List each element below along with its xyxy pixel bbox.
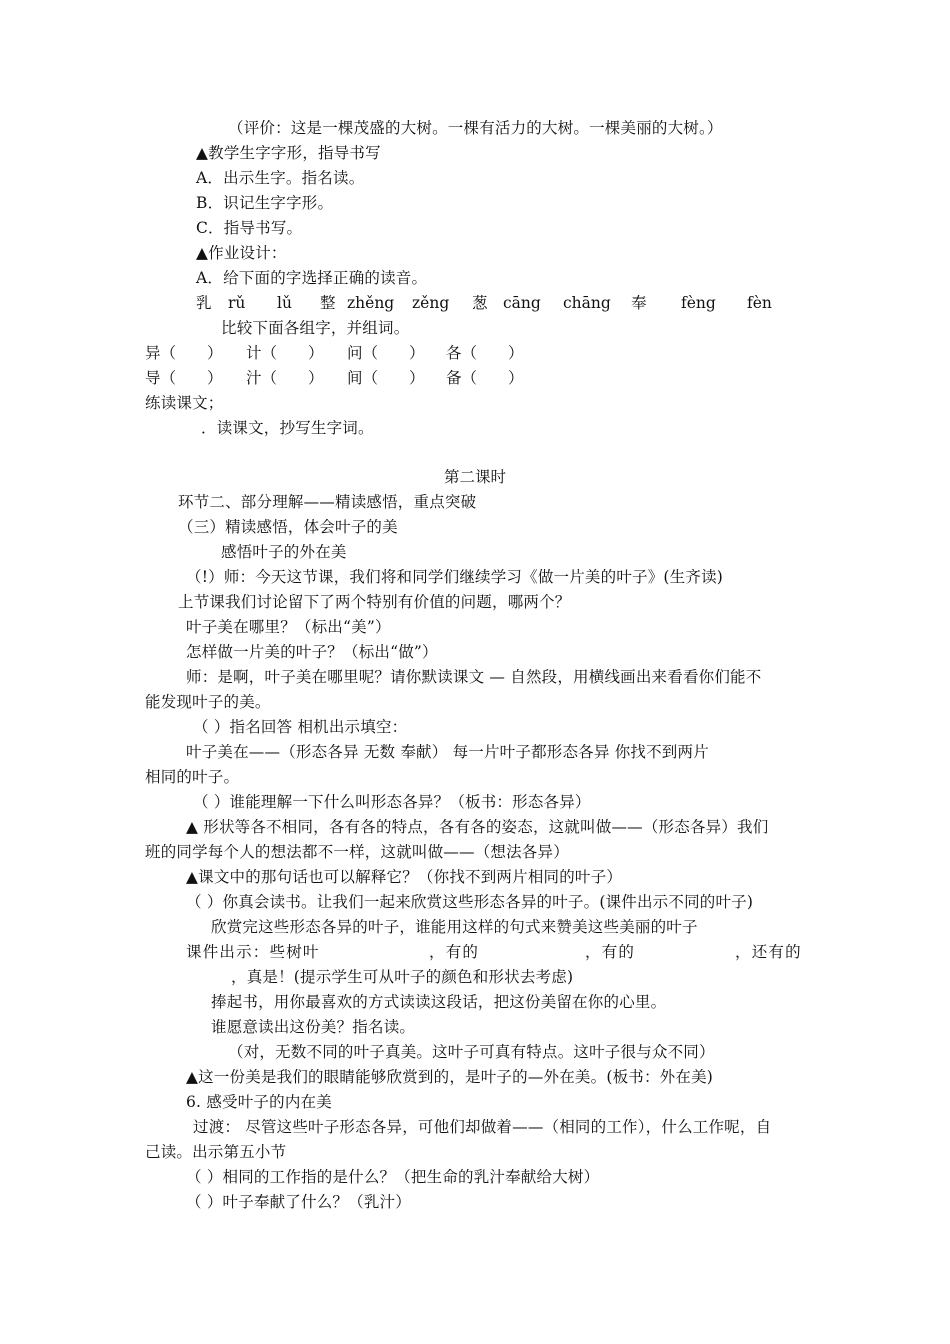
fill-part: ，还有的 [735,943,802,961]
text-line: ▲ 形状等各不相同，各有各的特点，各有各的姿态，这就叫做——（形态各异）我们 [186,818,769,836]
pinyin-option: chāng [563,294,611,312]
homework-b: 比较下面各组字，并组词。 [221,319,410,337]
text-line: （ ）相同的工作指的是什么？（把生命的乳汁奉献给大树） [186,1168,600,1186]
text-line: （ ）叶子奉献了什么？（乳汁） [186,1193,411,1211]
text-line: 过渡： 尽管这些叶子形态各异，可他们却做着——（相同的工作），什么工作呢，自 [193,1118,772,1136]
compare-item: 问（ ） [347,344,425,362]
text-line: 能发现叶子的美。 [145,693,271,711]
practice-reading: 练读课文； [145,394,224,412]
practice-copy: ．读课文，抄写生字词。 [201,419,374,437]
compare-item: 异（ ） [145,344,223,362]
compare-item: 汁（ ） [246,369,324,387]
teacher-line: （!）师：今天这节课，我们将和同学们继续学习《做一片美的叶子》(生齐读) [186,568,724,586]
pinyin-char: 整 [320,294,336,312]
compare-item: 间（ ） [347,369,425,387]
text-line: 班的同学每个人的想法都不一样，这就叫做——（想法各异） [145,843,569,861]
text-line: 谁愿意读出这份美？指名读。 [211,1018,416,1036]
step-c: C．指导书写。 [196,219,303,237]
subsection-heading: （三）精读感悟，体会叶子的美 [178,518,398,536]
fill-part: ，有的 [585,943,636,961]
pinyin-char: 乳 [196,294,212,312]
section-heading-writing: ▲教学生字字形，指导书写 [196,144,381,162]
text-line: 叶子美在——（形态各异 无数 奉献） 每一片叶子都形态各异 你找不到两片 [186,743,709,761]
text-line: （ ）你真会读书。让我们一起来欣赏这些形态各异的叶子。(课件出示不同的叶子) [186,893,754,911]
text-line: （ ）谁能理解一下什么叫形态各异？（板书：形态各异） [193,793,591,811]
compare-item: 计（ ） [246,344,324,362]
homework-a: A．给下面的字选择正确的读音。 [196,269,428,287]
text-line: 己读。出示第五小节 [145,1143,287,1161]
step-a: A．出示生字。指名读。 [196,169,365,187]
pinyin-option: lǔ [277,294,292,312]
pinyin-option: zhěng [347,294,395,312]
text-line: ，真是！(提示学生可从叶子的颜色和形状去考虑) [231,968,574,986]
pinyin-char: 葱 [472,294,488,312]
compare-item: 备（ ） [446,369,524,387]
text-line: （ ）指名回答 相机出示填空： [193,718,408,736]
pinyin-option: zěng [412,294,450,312]
compare-item: 各（ ） [446,344,524,362]
pinyin-option: fèng [681,294,716,312]
text-line: （对，无数不同的叶子真美。这叶子可真有特点。这叶子很与众不同） [228,1043,715,1061]
pinyin-option: rǔ [228,294,246,312]
section-heading-homework: ▲作业设计： [196,244,287,262]
stage-heading: 环节二、部分理解——精读感悟，重点突破 [178,493,477,511]
compare-item: 导（ ） [145,369,223,387]
pinyin-char: 奉 [631,294,647,312]
step-b: B．识记生字字形。 [196,194,334,212]
subsection-title: 感悟叶子的外在美 [221,543,347,561]
text-line: 相同的叶子。 [145,768,240,786]
text-line: 捧起书，用你最喜欢的方式读读这段话，把这份美留在你的心里。 [211,993,667,1011]
evaluation-line: （评价：这是一棵茂盛的大树。一棵有活力的大树。一棵美丽的大树。） [228,119,723,137]
teacher-line: 师：是啊，叶子美在哪里呢？请你默读课文 — 自然段，用横线画出来看看你们能不 [186,668,762,686]
text-line: ▲课文中的那句话也可以解释它？（你找不到两片相同的叶子） [186,868,623,886]
pinyin-option: fèn [747,294,772,312]
text-line: 上节课我们讨论留下了两个特别有价值的问题，哪两个？ [178,593,571,611]
pinyin-option: cāng [503,294,541,312]
question-line: 叶子美在哪里？（标出“美”） [186,618,391,636]
fill-part: 课件出示：些树叶 [186,943,320,961]
question-line: 怎样做一片美的叶子？（标出“做”） [186,643,438,661]
fill-part: ，有的 [429,943,480,961]
subsection-heading: 6. 感受叶子的内在美 [186,1093,332,1111]
text-line: 欣赏完这些形态各异的叶子，谁能用这样的句式来赞美这些美丽的叶子 [211,918,698,936]
lesson-title: 第二课时 [443,468,506,486]
text-line: ▲这一份美是我们的眼睛能够欣赏到的，是叶子的—外在美。(板书：外在美) [186,1068,714,1086]
